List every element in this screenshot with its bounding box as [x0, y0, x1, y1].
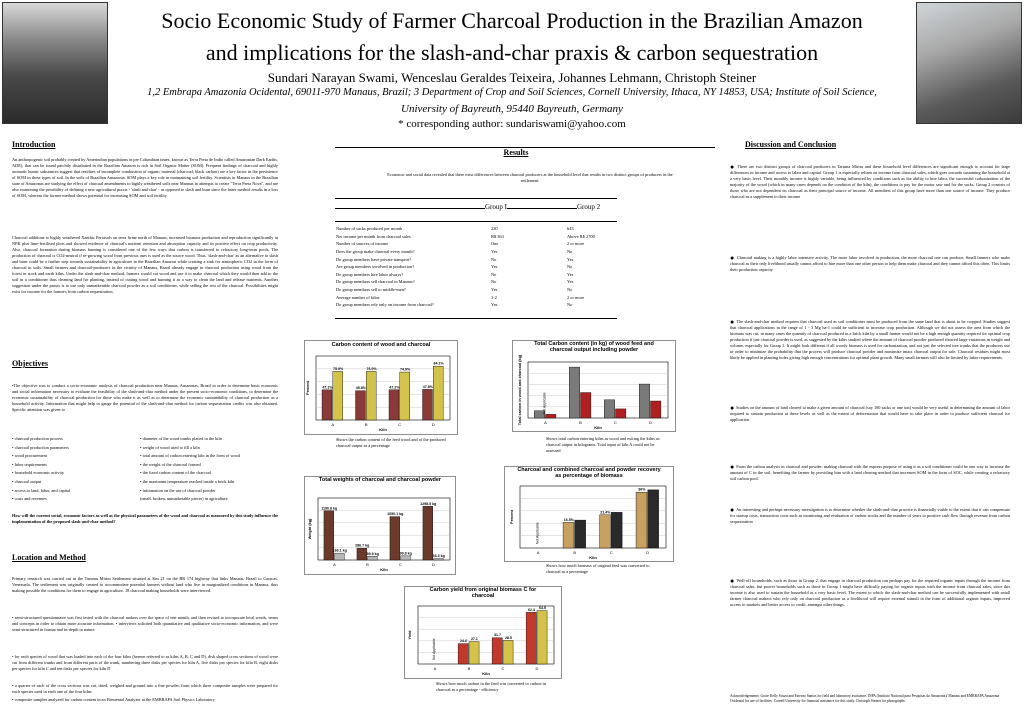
- table-row: [334, 271, 629, 279]
- objectives-question: How will the current social, economic factors as well as the physical parameters of the wood and charcoal as measured by this study influence the implementation of the proposed slash-and-char method?: [12, 513, 278, 524]
- y-axis-label: Total carbon in wood and charcoal (kg): [518, 354, 522, 426]
- tick-label: D: [646, 550, 650, 555]
- chart-carbon-yield-caption: Shows how much carbon in the feed was converted to carbon in charcoal as a percentage - efficiency: [436, 681, 546, 692]
- objectives-list-item: • charcoal output: [12, 478, 42, 484]
- data-label: 1298.5 kg: [420, 501, 437, 506]
- tick-label: D: [431, 422, 435, 427]
- data-label: 27.1: [470, 637, 478, 642]
- table-row-label: Does the group make charcoal every month?: [336, 249, 415, 255]
- tick-label: C: [398, 422, 402, 427]
- bar: [400, 372, 410, 420]
- table-cell: Yes: [567, 279, 574, 285]
- objectives-list-item: • charcoal production parameters: [12, 444, 69, 450]
- table-row: [334, 233, 629, 241]
- discussion-item-text: An interesting and perhaps necessary investigation is to determine whether the slash-and-char practice is financially viable to the extent that it can compensate for startup costs, transaction costs such as monitoring and evaluation of carbon stocks and the number of years to positive cash flow through revenue from carbon sequestration: [730, 507, 1010, 524]
- corresponding-author: * corresponding author: sundariswami@yahoo.com: [398, 118, 626, 130]
- discussion-item: [730, 507, 1010, 525]
- chart-title: Carbon yield from original biomass C for charcoal: [429, 587, 537, 599]
- tick-label: C: [609, 550, 613, 555]
- chart-recovery-caption: Shows how much biomass of original feed was converted to charcoal as a percentage: [546, 563, 650, 574]
- tick-label: C: [501, 666, 505, 671]
- table-cell: No: [567, 302, 573, 308]
- bullet-icon: ●: [730, 506, 737, 514]
- x-axis-label: Kiln: [482, 671, 490, 676]
- chart-total-carbon-caption: Shows total carbon entering kilns as wood and exiting the kilns as charcoal output in kilograms. Total input of kiln A could not be assessed: [546, 436, 660, 453]
- table-row-label: Do group members sell to middle-men?: [336, 287, 406, 293]
- discussion-item-text: There are two distinct groups of charcoal producers in Taruma Mirim and these household level differences are significant enough to account for large differences in income and access to labor and capital. Group 1 is especially reliant on income from charcoal sales, which goes towards sustaining the household at a very basic level. Their monthly income is highly variable, being influenced by conditions such as the ability to hire labor, the successful carbonization of the majority of the wood (which in many cases depends on the condition of the kiln), the conditions to pay for the motor saw and for the sacks. Group 2 consists of those who are not dependent on charcoal as their principal source of income. All members of this group have more than one source of income. They produce charcoal as a supplement to their income: [730, 164, 1010, 199]
- bar: [581, 393, 591, 418]
- table-cell: No: [567, 287, 573, 293]
- x-axis-label: Kiln: [594, 425, 602, 430]
- data-label: 62.3: [528, 607, 536, 612]
- annotation: Not Applicable: [432, 638, 436, 660]
- data-label: 89.9 kg: [366, 551, 379, 556]
- bar: [333, 371, 343, 420]
- objectives-list-item: • the maximum temperature reached inside a brick kiln: [140, 478, 235, 484]
- location-paragraph-3: • for each species of wood that was loaded into each of the four kilns (hereon referred to as kilns A, B, C and D), disk shaped cross sections of wood were cut from different trunks and from different parts of the trunk, numbering three disks per species for kiln A, five disks per species for kiln B, eight disks per species for kiln C and ten disks per species for kiln D: [12, 654, 278, 671]
- data-label: 36%: [638, 487, 646, 492]
- tick-label: A: [333, 562, 336, 567]
- table-cell: Yes: [567, 271, 574, 277]
- table-cell: Yes: [567, 256, 574, 262]
- bar: [616, 409, 626, 418]
- discussion-item-text: Well-off households, such as those in Group 2, that engage in charcoal production can perhaps pay for the required organic inputs through the income from charcoal sales, but poorer households such as those in Group 1 might have difficulty paying for organic inputs with the income from charcoal sales, since this income is also used to sustain the household at a very basic level. The extent to which the slash-and-char method can be successfully implemented with small farmer charcoal makers who rely only on charcoal production as a livelihood will require external stimuli in the form of additional organic inputs, improved access to markets and better access to credit, amongst other things.: [730, 578, 1010, 607]
- table-cell: Yes: [491, 302, 498, 308]
- table-row: [334, 248, 629, 256]
- discussion-item: [730, 255, 1010, 273]
- table-cell: R$ 363: [491, 233, 504, 239]
- table-row: [334, 263, 629, 271]
- results-intro: Economic and social data revealed that there exist differences between charcoal producers at the household level that results in two distinct groups of producers in the settlement.: [387, 172, 673, 183]
- affiliation-line2: University of Bayreuth, 95440 Bayreuth, Germany: [401, 103, 623, 115]
- table-row-label: Do group members have private transport?: [336, 256, 412, 262]
- location-paragraph-5: • composite samples analyzed for carbon content in an Elemental Analyzer at the EMBRAPA Soil Physics Laboratory: [12, 697, 215, 702]
- location-heading: Location and Method: [12, 553, 86, 562]
- group2-label: Group 2: [576, 203, 601, 211]
- objectives-list-item: • the fixed carbon content of the charcoal: [140, 470, 211, 476]
- location-paragraph-1: Primary research was carried out in the Tarumu Mirim Settlement situated at Km 21 on the BR 174 highway that links Manaus, Brazil to Caracas, Venezuela. The settlement was originally created to accommodate potential farmers without land who live in marginalized conditions in Manaus, thus making possible the conditions for them to engage in agriculture. 18 charcoal making households were interviewed.: [12, 576, 278, 593]
- bullet-icon: ●: [730, 163, 738, 171]
- table-cell: 643: [567, 226, 574, 232]
- chart-total-carbon: [512, 340, 676, 432]
- y-axis-label: Percent: [306, 381, 310, 395]
- objectives-paragraph: •The objective was to conduct a socio-economic analysis of charcoal production near Manaus, Amazonas, Brazil in order to determine basic economic and social information necessary to evaluate the feasibility of the slash-and-char method under the present socio-economic conditions, to determine the economic sustainability of charcoal production for those who make it as well as to determine the economic sustainability of charcoal production as a household activity. Information that might help to gauge the potential of the slash-and-char method for carbon sequestration credits was also obtained. Specific attention was given to: [12, 383, 278, 412]
- objectives-list-right: [140, 436, 280, 505]
- table-cell: 2 or more: [567, 294, 585, 300]
- bar: [600, 515, 611, 548]
- bullet-icon: ●: [730, 318, 737, 326]
- bar: [537, 611, 547, 664]
- data-label: 76.0%: [366, 366, 377, 371]
- table-row-label: Number of sacks produced per month: [336, 226, 403, 232]
- table-cell: Above R$ 2700: [567, 233, 595, 239]
- bar: [636, 492, 647, 548]
- x-axis-label: Kiln: [379, 427, 387, 432]
- bar: [458, 644, 468, 664]
- table-row: [334, 293, 629, 301]
- bar: [569, 367, 579, 418]
- objectives-list-item: • weight of wood used to fill a kiln: [140, 444, 200, 450]
- table-row: [334, 286, 629, 294]
- objectives-list-item: • information on the use of charcoal powder: [140, 487, 216, 493]
- tick-label: D: [535, 666, 539, 671]
- bullet-icon: ●: [730, 577, 737, 585]
- bar: [389, 390, 399, 420]
- tick-label: B: [364, 422, 368, 427]
- objectives-list-item: • diameter of the wood trunks placed in the kiln: [140, 436, 222, 441]
- tick-label: D: [649, 420, 652, 425]
- acknowledgements: Acknowledgements: Grace Kelly Souza and Estevao Santos for field and laboratory assistance. INPA (Instituto Nacional para Pesquisas da Amazonia)/ Manaus and EMBRAPA Amazonia Ocidental for use of facilities. Cornell University for financial assistance for this study. Christoph Steiner for photographs.: [730, 694, 1000, 703]
- table-cell: 1-2: [491, 294, 497, 300]
- data-label: 75.9%: [333, 366, 344, 371]
- bar: [357, 548, 367, 560]
- discussion-item: [730, 578, 1010, 608]
- data-label: 47.2%: [389, 385, 400, 390]
- objectives-list-item: (small, broken, unmarketable pieces) in agriculture: [140, 496, 228, 502]
- bar: [423, 389, 433, 420]
- results-heading: Results: [503, 148, 529, 157]
- table-cell: No: [491, 271, 497, 277]
- chart-carbon-content: [304, 340, 458, 435]
- discussion-item-text: Studies on the amount of land cleared to make a given amount of charcoal (say 100 sacks or one ton) would be very useful in determining the amount of labor required to sustain production at these levels as well as the extent of deforestation that would have to take place in order to produce sufficient charcoal for application: [730, 405, 1010, 422]
- bullet-icon: ●: [730, 463, 737, 471]
- objectives-list-item: • access to land, labor, and capital: [12, 487, 71, 493]
- data-label: 64.5: [538, 606, 546, 611]
- discussion-item-text: Charcoal making is a highly labor intensive activity. The more labor involved in production, the more charcoal one can produce. Small farmers who make charcoal as their only livelihood usually cannot afford to hire more than one other person to help them make charcoal and they cannot afford this often. This limits their production capacity: [730, 255, 1010, 272]
- table-cell: 2 or more: [567, 241, 585, 247]
- chart-carbon-content-caption: Shows the carbon content of the feed wood and of the produced charcoal output as a percentage: [336, 437, 446, 448]
- chart-total-weights: [304, 476, 456, 575]
- bar: [651, 401, 661, 418]
- tick-label: B: [366, 562, 369, 567]
- objectives-list-item: • the weight of the charcoal formed: [140, 461, 201, 467]
- data-label: 16.5%: [563, 517, 575, 522]
- discussion-item-text: The slash-and-char method requires that charcoal used as soil conditioner must be produced from the same land that is about to be cropped. Studies suggest that charcoal applications in the range of 1 - 3 Mg ha-1 could be sufficient to increase crop production. Although we did not assess the area from which the biomass was cut, in many cases the quantity of charcoal produced in a brick kiln by a small farmer would not be a high enough quantity required for optimal crop production if just charcoal powder is used, as suggested by the kilns studied where the amount of charcoal powder produced showed large variations in weight and volume, especially for Group 1. It might look different if all woody biomass is used for carbonization, and not just the selected tree trunks that the producers use in order to minimize the probability that the process will produce charcoal powder and maximize intact charcoal output for sale. Charcoal residues might most likely be applied in planting holes giving high enough concentrations for optimal plant growth. Many small farmers will also be limited by labor requirements.: [730, 319, 1010, 360]
- table-cell: No: [567, 264, 573, 270]
- data-label: 74.9%: [400, 367, 411, 372]
- discussion-item-text: From the carbon analysis in charcoal and powder, making charcoal with the express purpose of using it as a soil conditioner could be one way to increase the amount of C in the soil, benefiting the farmer by providing him with a land clearing method that increases SOM in the form of SOC, while creating a refractory soil carbon pool.: [730, 464, 1010, 481]
- introduction-paragraph-1: An anthropogenic soil probably created by Amerindian populations in pre Columbian times, known as Terra Preta de Indio called Amazonian Dark Earths, ADE), that can be found patchily distributed in the Brazilian Amazon is rich in Soil Organic Matter (SOM). Frequent findings of charcoal and highly aromatic humic substances suggest that residues of incomplete combustion of organic material (charcoal; black carbon) are a key factor in the persistence of SOM in these types of soil. In the soils of Brazilian Amazonia, SOM plays a key role in maintaining soil fertility. Scientists in Manaus in the Brazilian state of Amazonas are studying the effect of charcoal amendments to highly weathered soils near Manaus in attempts to create "Terra Preta Nova", and are also examining the possibility of defining a new agricultural praxis - 'slash and char' - as opposed to slash and burn since the latter method results in a loss of SOM, whereas the former method shows potential for increasing SOM and soil fertility.: [12, 157, 278, 198]
- discussion-item: [730, 164, 1010, 200]
- data-label: 28.5: [504, 635, 512, 640]
- y-axis-label: Percent: [510, 510, 514, 524]
- bar: [390, 517, 400, 560]
- bar: [423, 506, 433, 560]
- location-paragraph-4: • a quarter of each of the cross sections was cut, dried, weighed and ground into a fine powder, from which three composite samples were prepared for each species used in each one of the four kilns: [12, 683, 278, 694]
- bar: [434, 559, 444, 560]
- table-row-label: Net income per month from charcoal sales: [336, 233, 411, 239]
- table-row-label: Do group members sell charcoal in Manaus?: [336, 279, 415, 285]
- data-label: 45.8%: [355, 386, 366, 391]
- table-row-label: Average number of kilns: [336, 294, 380, 300]
- chart-title: Carbon content of wood and charcoal: [331, 342, 431, 348]
- results-group-header: [335, 203, 615, 211]
- table-cell: Yes: [491, 264, 498, 270]
- data-label: 31.7: [494, 633, 502, 638]
- bar: [503, 640, 513, 664]
- data-label: 47.8%: [422, 384, 433, 389]
- data-label: 99.8 kg: [399, 551, 412, 556]
- bar: [526, 612, 536, 664]
- table-row: [334, 255, 629, 263]
- data-label: 166.1 kg: [332, 548, 347, 553]
- poster-title-line1: Socio Economic Study of Farmer Charcoal Production in the Brazilian Amazon: [161, 8, 863, 33]
- data-label: 47.1%: [322, 385, 333, 390]
- introduction-heading: Introduction: [12, 140, 56, 149]
- bar: [575, 520, 586, 548]
- photo-top-right: [916, 2, 1022, 124]
- bar: [546, 414, 556, 418]
- x-axis-label: Kiln: [380, 567, 388, 572]
- y-axis-label: Weight (kg): [308, 518, 312, 540]
- objectives-list-item: • costs and revenues: [12, 496, 47, 502]
- bar: [604, 400, 614, 418]
- chart-title: Total weights of charcoal and charcoal powder: [318, 477, 442, 483]
- bar: [335, 553, 345, 560]
- tick-label: D: [432, 562, 435, 567]
- bar: [611, 512, 622, 548]
- table-row: [334, 240, 629, 248]
- bar: [563, 522, 574, 548]
- introduction-paragraph-2: Charcoal additions to highly weathered Xanthic Ferrasols on terra firme north of Manaus, increased biomass production and reproduction significantly in NPK plus lime-fertilised plots and showed evidence of charcoal's nutrient retention and absorption capacity and its positive effect on crop productivity. Also, charcoal formation during biomass burning is considered one of the few ways that carbon is transferred to refractory long-term pools. The production of charcoal is CO2-neutral if re-growing wood from previous uses is used as the source wood. Thus, 'slash-and-char' as an alternative to slash and burn could be a further step towards sustainability in agriculture in the Brazilian Amazon while creating a sink for atmospheric CO2 in the form of charcoal in soils. Small farmers and charcoal-producers in the vicinity of Manaus, Brazil already engage in charcoal production using wood from the forest in stock and earth kilns. Under the slash-and-char method, farmers would cut wood and use it to make charcoal which they would then add to the soil as a conditioner thus cleaning land for planting, instead of cutting wood and burning it as a way to clean the land and release nutrients. Another suggestion under the praxis is to use only unmarketable charcoal powder as a soil conditioner, while selling the rest of the charcoal. Possibilities might exist for income for the farmers from carbon sequestration.: [12, 235, 278, 294]
- chart-carbon-yield: [404, 586, 562, 679]
- objectives-list-left: [12, 436, 140, 505]
- bar: [401, 556, 411, 560]
- table-row: [334, 301, 629, 309]
- objectives-list-item: • charcoal production process: [12, 436, 63, 441]
- bar: [639, 384, 649, 418]
- data-label: 84.1%: [433, 361, 444, 366]
- objectives-list-item: • wood procurement: [12, 453, 47, 459]
- annotation: Not Applicable: [542, 392, 547, 414]
- table-cell: Yes: [491, 249, 498, 255]
- chart-title: Charcoal and combined charcoal and powder recovery as percentage of biomass: [517, 467, 661, 479]
- tick-label: C: [399, 562, 402, 567]
- bullet-icon: ●: [730, 254, 737, 262]
- table-cell: Yes: [491, 287, 498, 293]
- bar: [469, 642, 479, 664]
- photo-top-left: [2, 2, 108, 124]
- data-label: 286.7 kg: [355, 543, 370, 548]
- annotation: Not Applicable: [535, 522, 540, 544]
- authors: Sundari Narayan Swami, Wenceslau Geraldes Teixeira, Johannes Lehmann, Christoph Steiner: [267, 70, 757, 85]
- table-row-label: Do group members hire labor always?: [336, 271, 404, 277]
- discussion-item: [730, 464, 1010, 482]
- table-cell: 230: [491, 226, 498, 232]
- bullet-icon: ●: [730, 404, 737, 412]
- data-label: 1050.1 kg: [387, 512, 404, 517]
- discussion-heading: Discussion and Conclusion: [745, 140, 837, 149]
- data-label: 1190.8 kg: [321, 506, 338, 511]
- x-axis-label: Kiln: [589, 555, 597, 560]
- bar: [322, 390, 332, 420]
- bar: [356, 391, 366, 420]
- chart-recovery: [504, 466, 674, 562]
- table-cell: No: [567, 249, 573, 255]
- objectives-list-item: • labor requirements: [12, 461, 47, 467]
- table-cell: One: [491, 241, 499, 247]
- affiliation-line1: 1,2 Embrapa Amazonia Ocidental, 69011-970 Manaus, Brazil; 3 Department of Crop and Soil Sciences, Cornell University, Ithaca, NY 14853, USA; Institute of Soil Science,: [147, 87, 877, 98]
- table-row: [334, 225, 629, 233]
- tick-label: C: [614, 420, 617, 425]
- objectives-heading: Objectives: [12, 359, 48, 368]
- tick-label: A: [544, 420, 547, 425]
- chart-title: Total Carbon content (in kg) of wood feed and charcoal output including powder: [534, 341, 654, 353]
- table-cell: No: [491, 279, 497, 285]
- tick-label: A: [433, 666, 437, 671]
- location-paragraph-2: • semi-structured questionnaire was first tested with the charcoal makers over the space of one month, and then revised to incorporate local words, terms and concepts in order to obtain more accurate information. • interviews solicited both quantitative and qualitative socio-economic information, and were semi-structured in format and in-depth in nature: [12, 615, 278, 632]
- results-table: [334, 225, 629, 309]
- group1-label: Group I: [485, 203, 507, 211]
- tick-label: A: [536, 550, 540, 555]
- table-row-label: Number of sources of income: [336, 241, 389, 247]
- objectives-list-item: • total amount of carbon entering kiln in the form of wood: [140, 453, 240, 459]
- table-cell: No: [491, 256, 497, 262]
- table-row-label: Do group members rely only on income from charcoal?: [336, 302, 434, 308]
- bar: [492, 638, 502, 664]
- tick-label: A: [331, 422, 335, 427]
- data-label: 33.3 kg: [432, 554, 445, 559]
- bar: [433, 366, 443, 420]
- tick-label: B: [573, 550, 577, 555]
- data-label: 21.4%: [600, 510, 611, 515]
- data-label: 24.6: [460, 639, 468, 644]
- poster-title-line2: and implications for the slash-and-char praxis & carbon sequestration: [205, 40, 819, 65]
- bar: [366, 371, 376, 420]
- tick-label: B: [467, 666, 471, 671]
- objectives-list-item: • household economic activity: [12, 470, 64, 476]
- tick-label: B: [579, 420, 582, 425]
- bar: [648, 490, 659, 548]
- discussion-item: [730, 319, 1010, 361]
- table-row: [334, 278, 629, 286]
- table-row-label: Are group members involved in production?: [336, 264, 415, 270]
- discussion-item: [730, 405, 1010, 423]
- bar: [368, 556, 378, 560]
- y-axis-label: Yield: [408, 630, 412, 640]
